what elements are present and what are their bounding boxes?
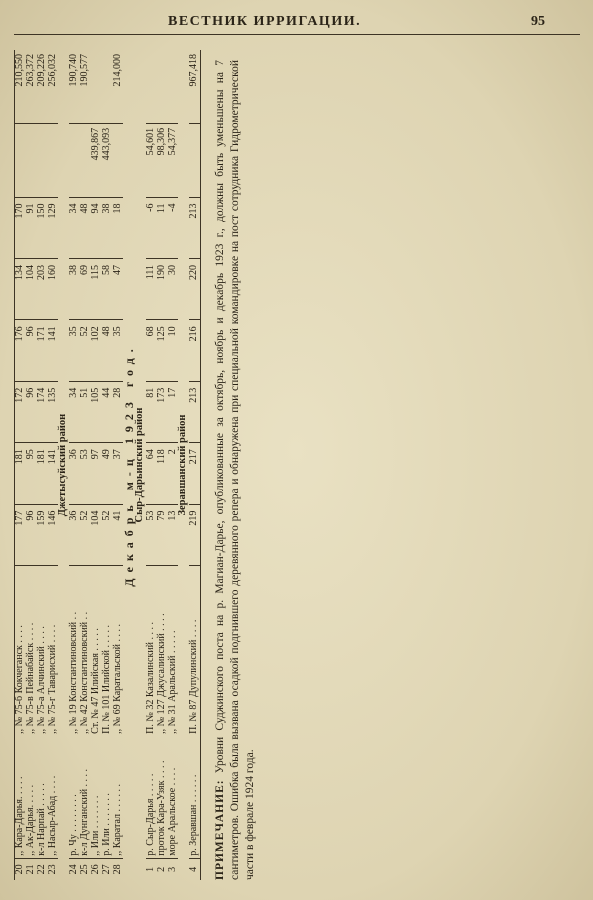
level-value: 79 bbox=[157, 504, 168, 565]
level-value: 174 bbox=[37, 381, 48, 442]
river-name: ,, Каратал . . . . . . bbox=[111, 784, 123, 856]
gauge-post: Ст. № 47 Илийская . . . . . bbox=[91, 566, 102, 736]
gauge-post: ,, № 19 Константиновский . . bbox=[69, 566, 80, 736]
level-value: 171 bbox=[37, 320, 48, 381]
header-rule bbox=[14, 34, 580, 35]
total-value: 190,740 bbox=[68, 54, 80, 87]
row-number: 21 bbox=[26, 858, 37, 880]
total-value bbox=[167, 50, 178, 123]
river-name: к-л Дунганский . . . . bbox=[79, 768, 91, 856]
row-number: 1 bbox=[146, 858, 157, 880]
level-value: 10 bbox=[167, 320, 178, 381]
level-value: 176 bbox=[15, 320, 26, 381]
section-syrdarya bbox=[135, 50, 146, 880]
level-value: 141 bbox=[47, 443, 58, 504]
row-number: 22 bbox=[37, 858, 48, 880]
level-value: 38 bbox=[69, 258, 80, 319]
level-value: 18 bbox=[112, 197, 123, 258]
level-value: 49 bbox=[101, 443, 112, 504]
row-number: 27 bbox=[101, 858, 112, 880]
river-name: проток Кара-Узяк . . . . bbox=[155, 760, 167, 856]
level-value: 48 bbox=[101, 320, 112, 381]
level-value: 190 bbox=[157, 258, 168, 319]
water-level-table-wrap bbox=[14, 50, 201, 880]
level-value: 141 bbox=[47, 320, 58, 381]
rotated-table-region bbox=[14, 50, 584, 880]
section-zeravshan bbox=[178, 50, 189, 880]
discharge-value: 443,093 bbox=[101, 123, 112, 197]
level-value: 219 bbox=[189, 504, 200, 565]
row-number: 20 bbox=[15, 858, 26, 880]
level-value: 135 bbox=[47, 381, 58, 442]
level-value: 217 bbox=[189, 443, 200, 504]
level-value: 102 bbox=[91, 320, 102, 381]
discharge-value bbox=[189, 123, 200, 197]
level-value: 203 bbox=[37, 258, 48, 319]
level-value: 52 bbox=[80, 320, 91, 381]
level-value: 34 bbox=[69, 197, 80, 258]
table-row bbox=[15, 50, 26, 880]
footnote-label: ПРИМЕЧАНИЕ: bbox=[213, 779, 226, 880]
level-value: 213 bbox=[189, 381, 200, 442]
total-value bbox=[91, 50, 102, 123]
level-value: 181 bbox=[37, 443, 48, 504]
footnote-text: Уровни Суджинского поста на р. Магиан-Дарье, опубликованные за октябрь, ноябрь и декабрь 1923 г., должны быть уменьшены на 7 сантиметров. Ошибка была вызвана осадкой подгнившего деревянного репера и обнаружена при специальной командировке на пост сотрудника Гидрометрической части в феврале 1924 года. bbox=[213, 59, 256, 880]
water-level-table bbox=[15, 50, 200, 880]
level-value: 220 bbox=[189, 258, 200, 319]
level-value: 28 bbox=[112, 381, 123, 442]
river-name: ,, Кара-Дарья. . . . . bbox=[14, 776, 26, 856]
level-value: 105 bbox=[91, 381, 102, 442]
discharge-value: 439,867 bbox=[91, 123, 102, 197]
level-value: 13 bbox=[167, 504, 178, 565]
discharge-value: 98,306 bbox=[157, 123, 168, 197]
level-value: 115 bbox=[91, 258, 102, 319]
discharge-value bbox=[69, 123, 80, 197]
table-row bbox=[157, 50, 168, 880]
table-row bbox=[80, 50, 91, 880]
section-heading-syrdarya: Сыр-Дарьинский район bbox=[134, 407, 146, 523]
rows-djetysu-group bbox=[69, 50, 123, 880]
level-value: 129 bbox=[47, 197, 58, 258]
table-row bbox=[101, 50, 112, 880]
total-value bbox=[101, 50, 112, 123]
level-value: 36 bbox=[69, 443, 80, 504]
total-value: 190,577 bbox=[79, 54, 91, 87]
level-value: 150 bbox=[37, 197, 48, 258]
river-name: к-л Нарпай . . . . . bbox=[35, 783, 47, 856]
rows-syrdarya-group bbox=[146, 50, 178, 880]
level-value: 51 bbox=[80, 381, 91, 442]
level-value: 213 bbox=[189, 197, 200, 258]
level-value: 44 bbox=[101, 381, 112, 442]
gauge-post: ,, № 75-г Таварисхий . . . . bbox=[47, 566, 58, 736]
total-value: 210,550 bbox=[14, 54, 26, 87]
row-number: 4 bbox=[189, 858, 200, 880]
level-value: 118 bbox=[157, 443, 168, 504]
row-number: 28 bbox=[112, 858, 123, 880]
table-row bbox=[37, 50, 48, 880]
discharge-value: 54,377 bbox=[167, 123, 178, 197]
level-value: 52 bbox=[101, 504, 112, 565]
gauge-post: ,, № 127 Джусалинский . . . . bbox=[157, 566, 168, 736]
river-name: р. Чу . . . . . . . . bbox=[68, 794, 80, 856]
level-value: 160 bbox=[47, 258, 58, 319]
page-number: 95 bbox=[531, 14, 545, 29]
level-value: -4 bbox=[167, 197, 178, 258]
level-value: 53 bbox=[80, 443, 91, 504]
gauge-post: П. № 87 Дупулинский . . . . bbox=[189, 566, 200, 736]
level-value: 58 bbox=[101, 258, 112, 319]
discharge-value bbox=[37, 123, 48, 197]
row-number: 25 bbox=[80, 858, 91, 880]
rows-top-group bbox=[15, 50, 58, 880]
gauge-post: ,, № 75-а Алчинский . . . . bbox=[37, 566, 48, 736]
table-row bbox=[91, 50, 102, 880]
discharge-value: 54,601 bbox=[146, 123, 157, 197]
table-row bbox=[146, 50, 157, 880]
gauge-post: ,, № 42 Константиновский . . bbox=[80, 566, 91, 736]
level-value: 2 bbox=[167, 443, 178, 504]
level-value: 41 bbox=[112, 504, 123, 565]
river-name: р. Сыр-Дарья . . . . . bbox=[145, 773, 157, 856]
level-value: 111 bbox=[146, 258, 157, 319]
level-value: 96 bbox=[26, 504, 37, 565]
total-value: 214,000 bbox=[111, 54, 123, 87]
level-value: 64 bbox=[146, 443, 157, 504]
row-number: 3 bbox=[167, 858, 178, 880]
river-name: р. Или . . . . . . . bbox=[100, 793, 112, 856]
level-value: -6 bbox=[146, 197, 157, 258]
river-name: ,, Ак-Дарья. . . . . bbox=[25, 784, 37, 856]
total-value bbox=[146, 50, 157, 123]
level-value: 17 bbox=[167, 381, 178, 442]
total-value bbox=[157, 50, 168, 123]
gauge-post: ,, № 75-б Кокчеганск . . . . bbox=[15, 566, 26, 736]
gauge-post: П. № 32 Казалинский . . . . bbox=[146, 566, 157, 736]
level-value: 95 bbox=[26, 443, 37, 504]
level-value: 177 bbox=[15, 504, 26, 565]
river-name: ,, Насыр-Абад . . . . bbox=[46, 775, 58, 856]
level-value: 134 bbox=[15, 258, 26, 319]
discharge-value bbox=[26, 123, 37, 197]
section-heading-zeravshan: Зеравшанский район bbox=[177, 414, 189, 516]
discharge-value bbox=[80, 123, 91, 197]
level-value: 159 bbox=[37, 504, 48, 565]
gauge-post: ,, № 31 Аральский . . . . . bbox=[167, 566, 178, 736]
total-value: 209,226 bbox=[35, 54, 47, 87]
section-heading-djetysu: Джетысуйский район bbox=[57, 413, 69, 517]
total-value: 256,032 bbox=[46, 54, 58, 87]
total-value: 967,418 bbox=[188, 54, 200, 87]
level-value: 35 bbox=[112, 320, 123, 381]
rows-zeravshan-group bbox=[189, 50, 200, 880]
level-value: 94 bbox=[91, 197, 102, 258]
level-value: 52 bbox=[80, 504, 91, 565]
row-number: 24 bbox=[69, 858, 80, 880]
table-row bbox=[69, 50, 80, 880]
running-head-title: ВЕСТНИК ИРРИГАЦИИ. bbox=[168, 14, 362, 29]
level-value: 125 bbox=[157, 320, 168, 381]
footnote bbox=[213, 50, 258, 880]
river-name: ,, Или . . . . . . . bbox=[89, 795, 101, 856]
section-djetysu bbox=[58, 50, 69, 880]
level-value: 37 bbox=[112, 443, 123, 504]
level-value: 36 bbox=[69, 504, 80, 565]
level-value: 47 bbox=[112, 258, 123, 319]
table-row bbox=[189, 50, 200, 880]
level-value: 69 bbox=[80, 258, 91, 319]
level-value: 216 bbox=[189, 320, 200, 381]
level-value: 104 bbox=[91, 504, 102, 565]
discharge-value bbox=[15, 123, 26, 197]
level-value: 172 bbox=[15, 381, 26, 442]
level-value: 96 bbox=[26, 381, 37, 442]
total-value: 263,372 bbox=[25, 54, 37, 87]
level-value: 104 bbox=[26, 258, 37, 319]
discharge-value bbox=[112, 123, 123, 197]
river-name: море Аральское . . . . bbox=[166, 767, 178, 856]
row-number: 2 bbox=[157, 858, 168, 880]
gauge-post: ,, № 75-в Пейнабайск . . . . bbox=[26, 566, 37, 736]
level-value: 170 bbox=[15, 197, 26, 258]
level-value: 53 bbox=[146, 504, 157, 565]
level-value: 34 bbox=[69, 381, 80, 442]
level-value: 68 bbox=[146, 320, 157, 381]
gauge-post: П. № 101 Илийской . . . . . bbox=[101, 566, 112, 736]
table-row bbox=[26, 50, 37, 880]
level-value: 173 bbox=[157, 381, 168, 442]
discharge-value bbox=[47, 123, 58, 197]
row-number: 23 bbox=[47, 858, 58, 880]
level-value: 11 bbox=[157, 197, 168, 258]
level-value: 91 bbox=[26, 197, 37, 258]
level-value: 181 bbox=[15, 443, 26, 504]
gauge-post: ,, № 69 Каратальской . . . . bbox=[112, 566, 123, 736]
level-value: 35 bbox=[69, 320, 80, 381]
month-heading: Декабрь м-ц 1923 год. bbox=[121, 343, 136, 587]
level-value: 146 bbox=[47, 504, 58, 565]
level-value: 81 bbox=[146, 381, 157, 442]
level-value: 48 bbox=[80, 197, 91, 258]
level-value: 96 bbox=[26, 320, 37, 381]
river-name: р. Зеравшан . . . . . . bbox=[188, 774, 200, 856]
row-number: 26 bbox=[91, 858, 102, 880]
level-value: 97 bbox=[91, 443, 102, 504]
level-value: 38 bbox=[101, 197, 112, 258]
level-value: 30 bbox=[167, 258, 178, 319]
